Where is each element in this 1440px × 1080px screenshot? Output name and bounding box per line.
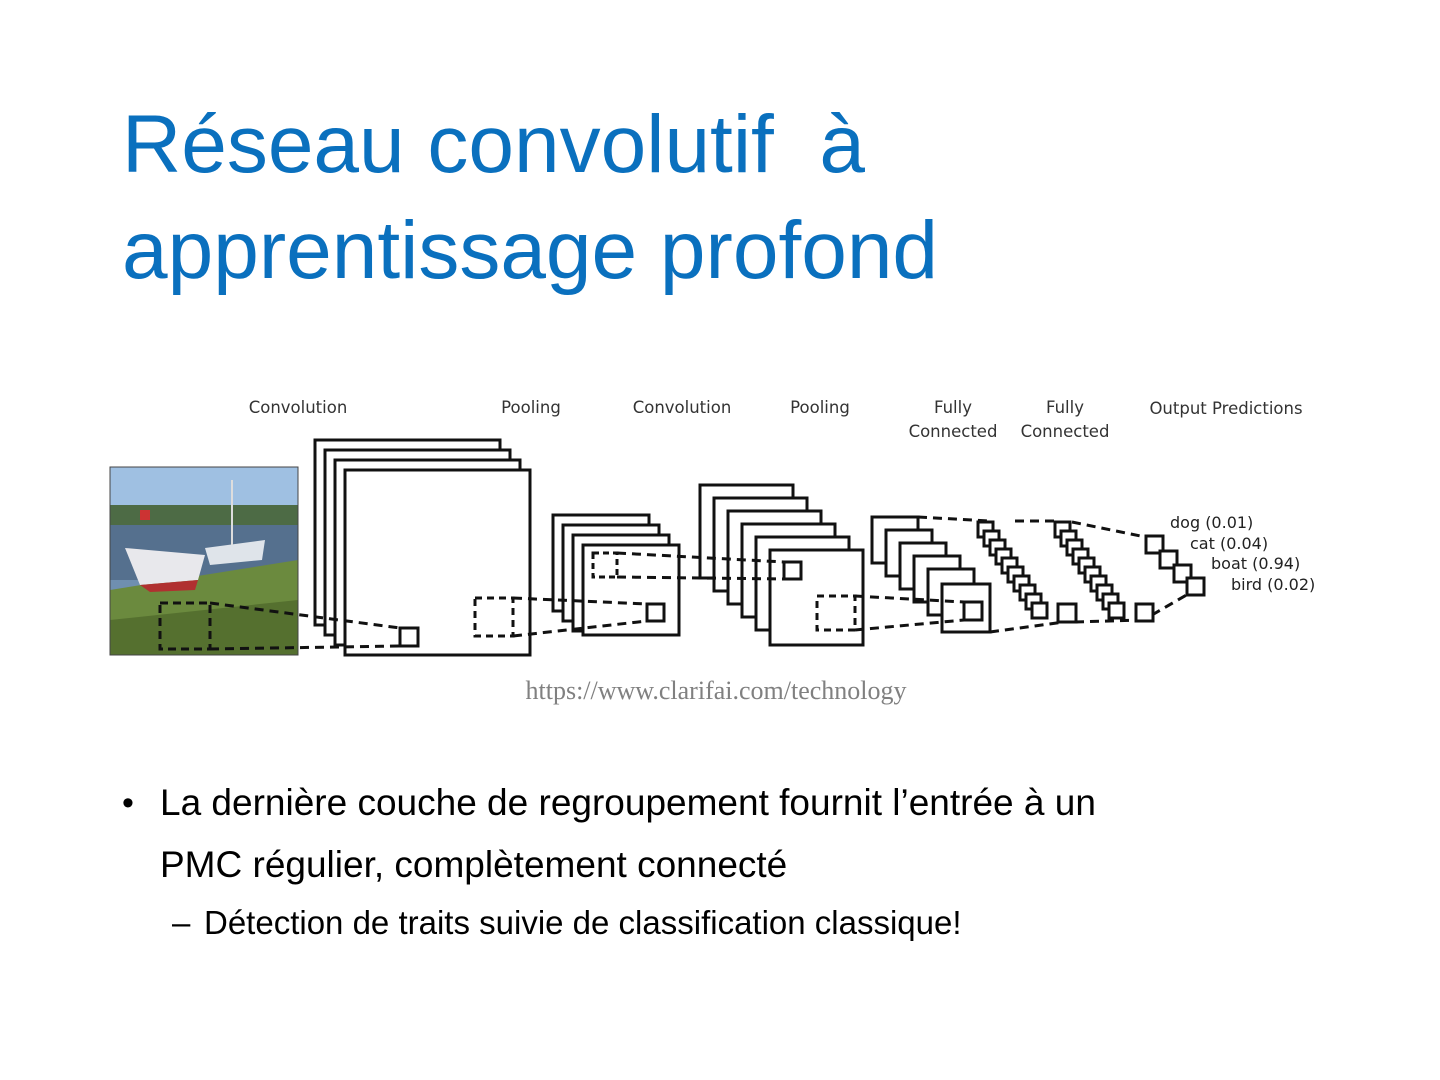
prediction-bird: bird (0.02) <box>1231 575 1316 594</box>
label-output-predictions: Output Predictions <box>1149 399 1303 418</box>
label-convolution-1: Convolution <box>248 398 348 417</box>
sub-bullet-text: Détection de traits suivie de classification classique! <box>204 904 962 941</box>
bullet-text-line-2: PMC régulier, complètement connecté <box>160 844 788 885</box>
input-boat-image <box>110 467 298 655</box>
slide-title <box>122 92 1222 304</box>
cnn-diagram <box>0 380 1432 670</box>
bullet-item <box>122 772 1342 896</box>
sub-bullet-dash: – <box>172 904 191 941</box>
image-credit-url: https://www.clarifai.com/technology <box>525 676 907 705</box>
title-line-1: Réseau convolutif à <box>122 99 866 190</box>
prediction-boat: boat (0.94) <box>1211 554 1301 573</box>
bullet-dot: • <box>122 784 134 822</box>
label-pooling-2: Pooling <box>790 398 850 417</box>
title-line-2: apprentissage profond <box>122 205 939 296</box>
sub-bullet-item <box>122 898 1342 948</box>
label-fully-connected-1a: Fully <box>934 398 972 417</box>
conv2-feature-maps <box>700 485 863 645</box>
pool2-feature-maps <box>872 517 990 632</box>
label-pooling-1: Pooling <box>501 398 561 417</box>
prediction-dog: dog (0.01) <box>1170 513 1254 532</box>
prediction-cat: cat (0.04) <box>1190 534 1269 553</box>
label-fully-connected-2a: Fully <box>1046 398 1084 417</box>
label-fully-connected-1b: Connected <box>908 422 998 441</box>
bullet-text-line-1: La dernière couche de regroupement fournit l’entrée à un <box>160 782 1096 823</box>
conv1-feature-maps <box>315 440 530 655</box>
label-fully-connected-2b: Connected <box>1020 422 1110 441</box>
label-convolution-2: Convolution <box>632 398 732 417</box>
pool1-feature-maps <box>553 515 679 635</box>
bullet-list <box>122 772 1342 948</box>
